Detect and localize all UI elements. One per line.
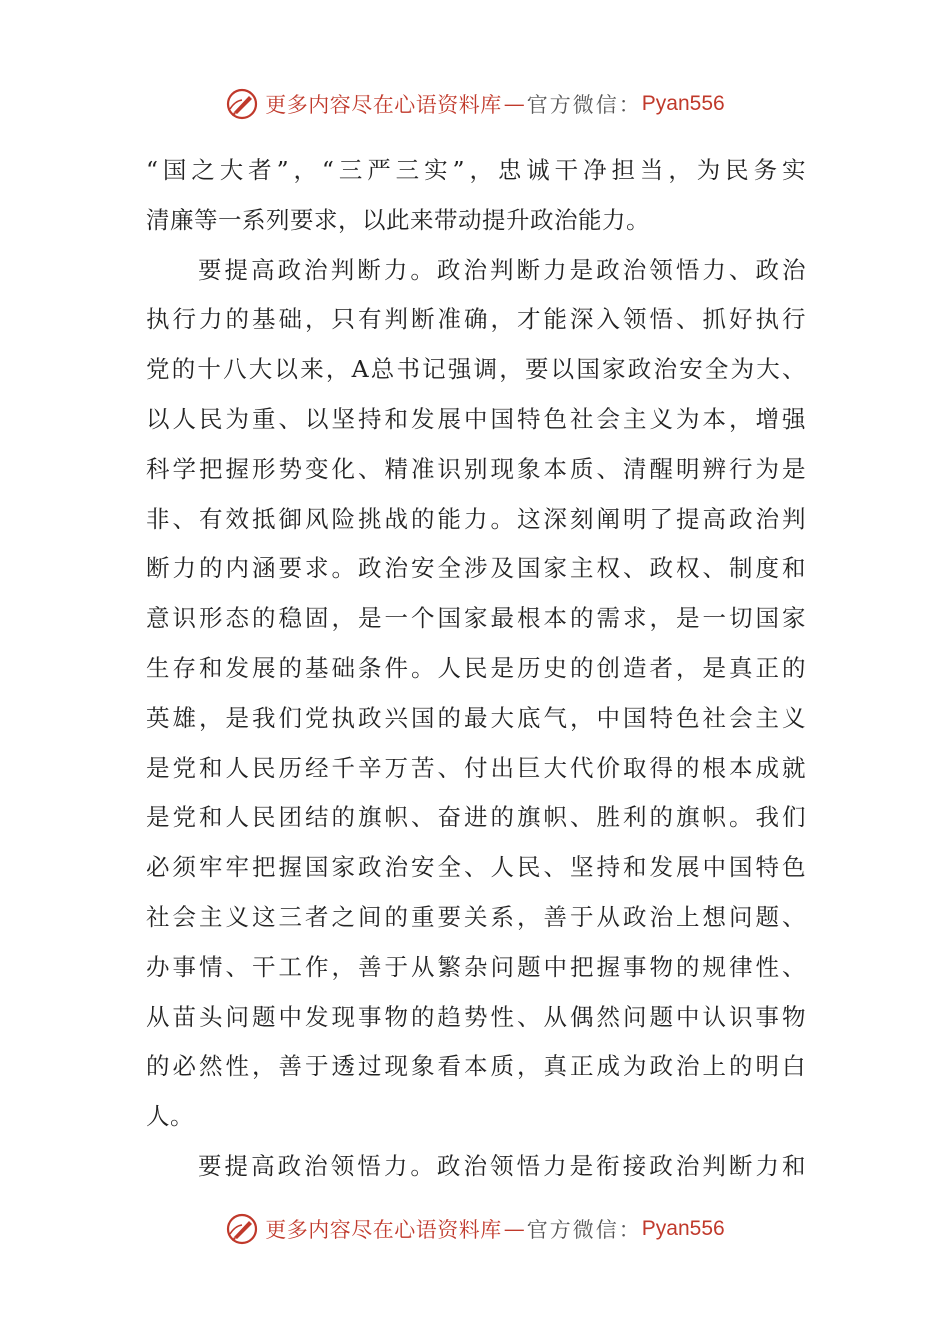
body-line: 清廉等一系列要求，以此来带动提升政治能力。 bbox=[146, 205, 650, 234]
body-line: 是党和人民历经千辛万苦、付出巨大代价取得的根本成就 bbox=[146, 753, 806, 782]
header-banner bbox=[0, 84, 950, 124]
footer-dash: — bbox=[503, 1217, 525, 1241]
header-dash: — bbox=[503, 92, 525, 116]
body-line: 要提高政治领悟力。政治领悟力是衔接政治判断力和 bbox=[198, 1151, 806, 1180]
body-line: 社会主义这三者之间的重要关系，善于从政治上想问题、 bbox=[146, 902, 806, 931]
body-line: “国之大者”，“三严三实”，忠诚干净担当，为民务实 bbox=[146, 156, 806, 184]
body-line: 执行力的基础，只有判断准确，才能深入领悟、抓好执行 bbox=[146, 305, 806, 334]
body-line: 要提高政治判断力。政治判断力是政治领悟力、政治 bbox=[198, 255, 806, 284]
header-wechat-id: Pyan556 bbox=[641, 92, 725, 115]
pen-logo-icon bbox=[225, 1212, 259, 1246]
body-line: 英雄，是我们党执政兴国的最大底气，中国特色社会主义 bbox=[146, 703, 806, 732]
header-label: 官方微信： bbox=[526, 93, 642, 117]
body-line: 科学把握形势变化、精准识别现象本质、清醒明辨行为是 bbox=[146, 454, 806, 483]
pen-logo-icon bbox=[225, 87, 259, 121]
body-line: 非、有效抵御风险挑战的能力。这深刻阐明了提高政治判 bbox=[146, 504, 806, 533]
body-line: 从苗头问题中发现事物的趋势性、从偶然问题中认识事物 bbox=[146, 1002, 806, 1031]
footer-site-text: 更多内容尽在心语资料库 bbox=[265, 1218, 502, 1242]
body-line: 以人民为重、以坚持和发展中国特色社会主义为本，增强 bbox=[146, 404, 806, 433]
body-line: 生存和发展的基础条件。人民是历史的创造者，是真正的 bbox=[146, 653, 806, 682]
header-site-text: 更多内容尽在心语资料库 bbox=[265, 93, 502, 117]
body-line: 意识形态的稳固，是一个国家最根本的需求，是一切国家 bbox=[146, 604, 806, 633]
body-line: 是党和人民团结的旗帜、奋进的旗帜、胜利的旗帜。我们 bbox=[146, 803, 806, 832]
document-body bbox=[146, 146, 806, 1192]
footer-wechat-id: Pyan556 bbox=[641, 1217, 725, 1240]
footer-label: 官方微信： bbox=[526, 1218, 642, 1242]
body-line: 办事情、干工作，善于从繁杂问题中把握事物的规律性、 bbox=[146, 952, 806, 981]
body-line: 党的十八大以来，A总书记强调，要以国家政治安全为大、 bbox=[146, 355, 806, 384]
body-line: 人。 bbox=[146, 1102, 194, 1131]
footer-banner bbox=[0, 1209, 950, 1249]
body-line: 必须牢牢把握国家政治安全、人民、坚持和发展中国特色 bbox=[146, 853, 806, 882]
body-line: 的必然性，善于透过现象看本质，真正成为政治上的明白 bbox=[146, 1052, 806, 1081]
body-line: 断力的内涵要求。政治安全涉及国家主权、政权、制度和 bbox=[146, 554, 806, 583]
